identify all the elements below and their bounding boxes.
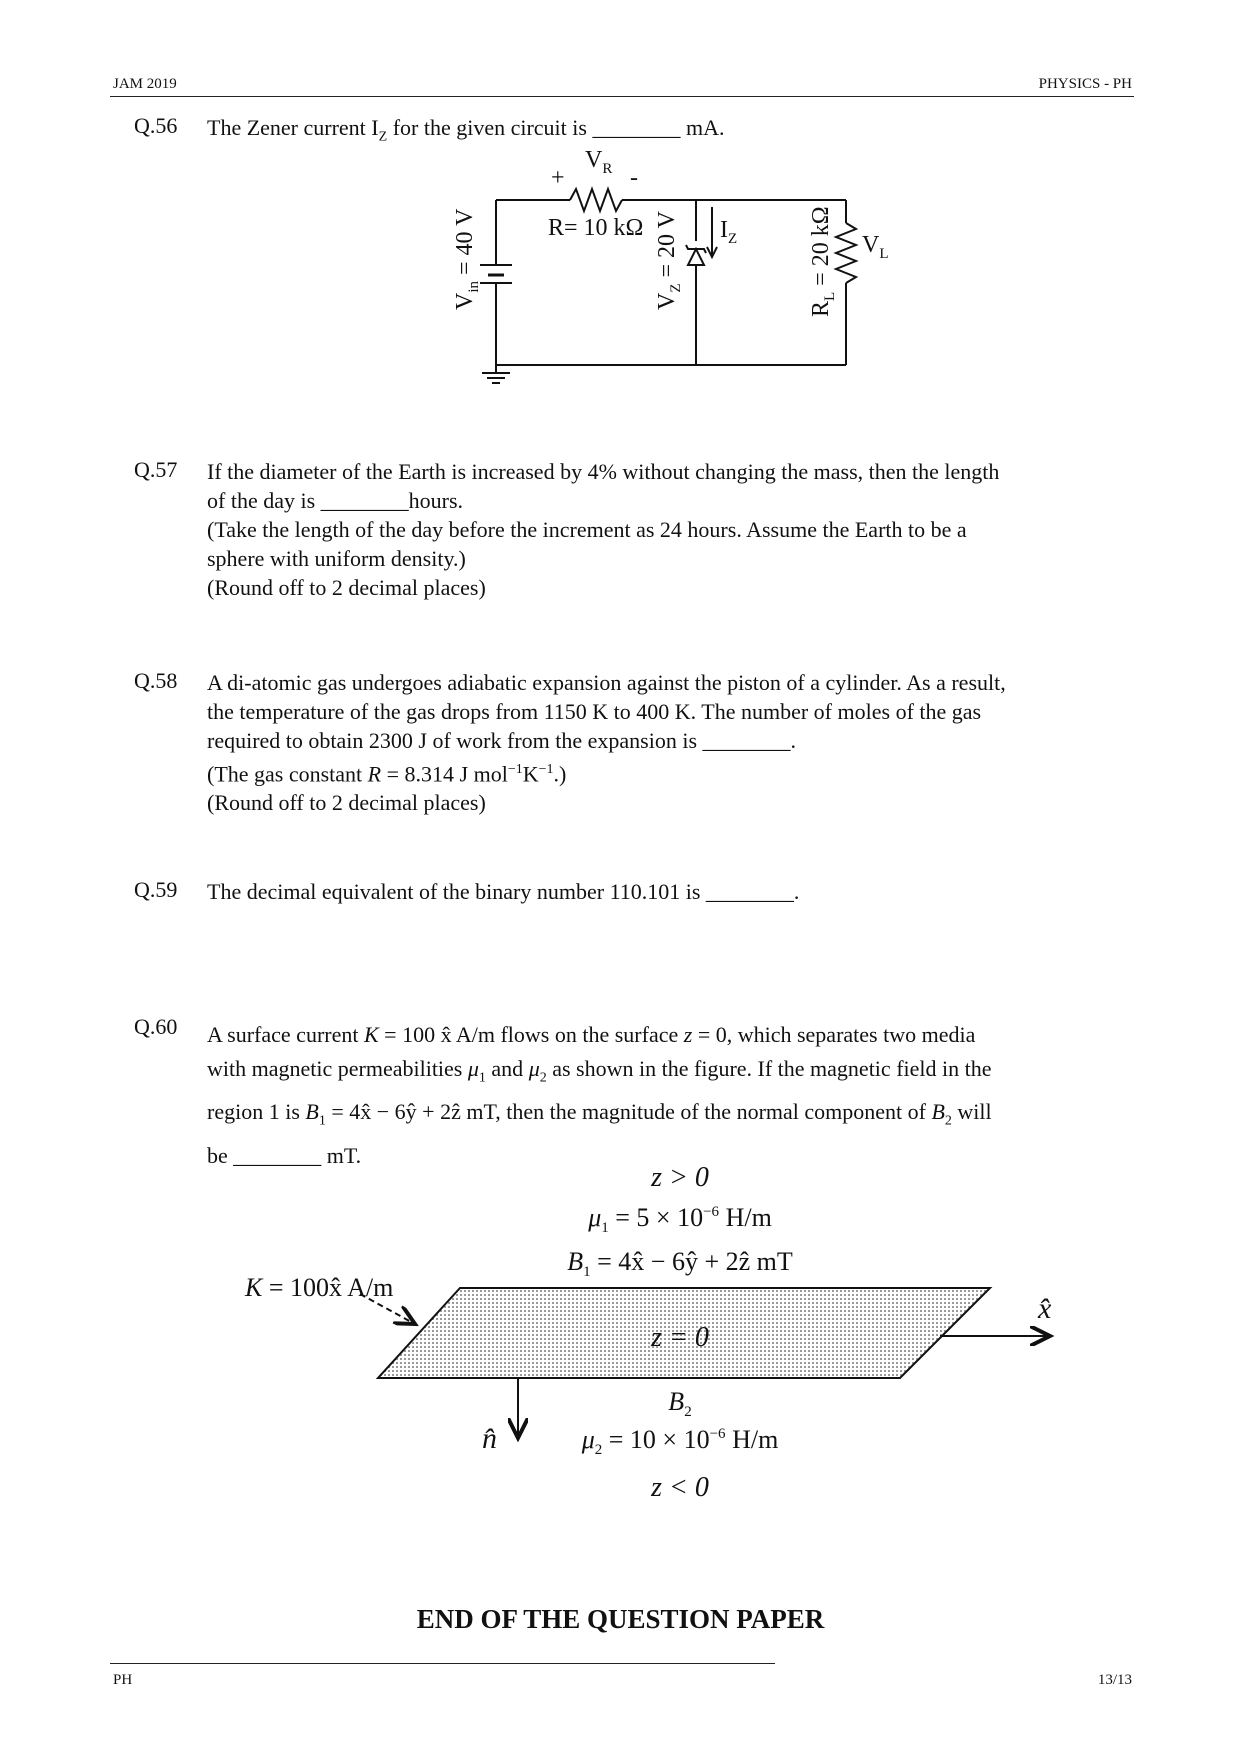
q59-text: The decimal equivalent of the binary number 110.101 is ________. [207, 879, 800, 904]
q56-text: The Zener current $I_Z$ for the given circuit is ________ mA. [207, 115, 725, 145]
q58-number: Q.58 [134, 668, 178, 693]
b1-label: $B_1$ = 4x̂ − 6ŷ + 2ẑ mT [567, 1247, 793, 1280]
footer-right: 13/13 [1097, 1672, 1132, 1688]
vr-label: $V_R$ [585, 147, 613, 177]
header-left: JAM 2019 [113, 76, 177, 92]
q59-number: Q.59 [134, 877, 178, 902]
q58-text: A di-atomic gas undergoes adiabatic expansion against the piston of a cylinder. As a result, the temperature of the gas drops from 1150 K to 400 K. The number of moles of the gas required to obtain 2300 J of work from the expansion is ________. (The gas constant R = 8.314 J $mol^{-1}K^{-1}$.) (Round off to 2 decimal places) [207, 670, 1006, 816]
vz-label: $V_Z = 20$ V [654, 211, 684, 310]
footer-rule [110, 1663, 775, 1664]
q60-text: A surface current K = 100 x̂ A/m flows on the surface z = 0, which separates two media with magnetic permeabilities $\mu_1$ and $\mu_2$ as shown in the figure. If the magnetic field in the region 1 is $B_1$ = 4x̂ − 6ŷ + 2ẑ mT, then the magnitude of the normal component of $B_2$ will be ________ mT. [207, 1022, 992, 1168]
k-label: K = 100x̂ A/m [245, 1273, 394, 1302]
iz-label: $I_Z$ [720, 217, 738, 247]
xhat-label: x̂ [1038, 1292, 1052, 1325]
q57-number: Q.57 [134, 457, 178, 482]
mu2-label: $\mu_2 = 10 \times 10^{-6}$ H/m [581, 1425, 779, 1458]
zener-circuit-diagram [430, 145, 900, 395]
b2-label: $B_2$ [668, 1387, 692, 1420]
region1-label: z > 0 [651, 1162, 709, 1193]
nhat-label: n̂ [482, 1422, 497, 1455]
vr-plus: + [551, 165, 565, 191]
q57-text: If the diameter of the Earth is increased by 4% without changing the mass, then the length of the day is ________hours. (Take the length of the day before the increment as 24 hours. Assume the Earth to be a sphere with uniform density.) (Round off to 2 decimal places) [207, 459, 1000, 600]
footer-left: PH [113, 1672, 133, 1688]
region2-label: z < 0 [651, 1472, 709, 1503]
vl-label: $V_L$ [862, 232, 889, 262]
header-rule [110, 96, 1134, 97]
q56-number: Q.56 [134, 113, 178, 138]
z0-label: z = 0 [651, 1322, 709, 1353]
header-right: PHYSICS - PH [1038, 76, 1132, 92]
q60-number: Q.60 [134, 1014, 178, 1039]
vin-label: $V_{in} = 40$ V [452, 208, 482, 310]
end-title: END OF THE QUESTION PAPER [416, 1604, 825, 1634]
vr-minus: - [630, 165, 638, 191]
boundary-figure [245, 1158, 1080, 1528]
rl-label: $R_L = 20$ kΩ [808, 206, 838, 317]
resistor-label: R= 10 kΩ [548, 215, 644, 241]
mu1-label: $\mu_1 = 5 \times 10^{-6}$ H/m [588, 1203, 772, 1236]
